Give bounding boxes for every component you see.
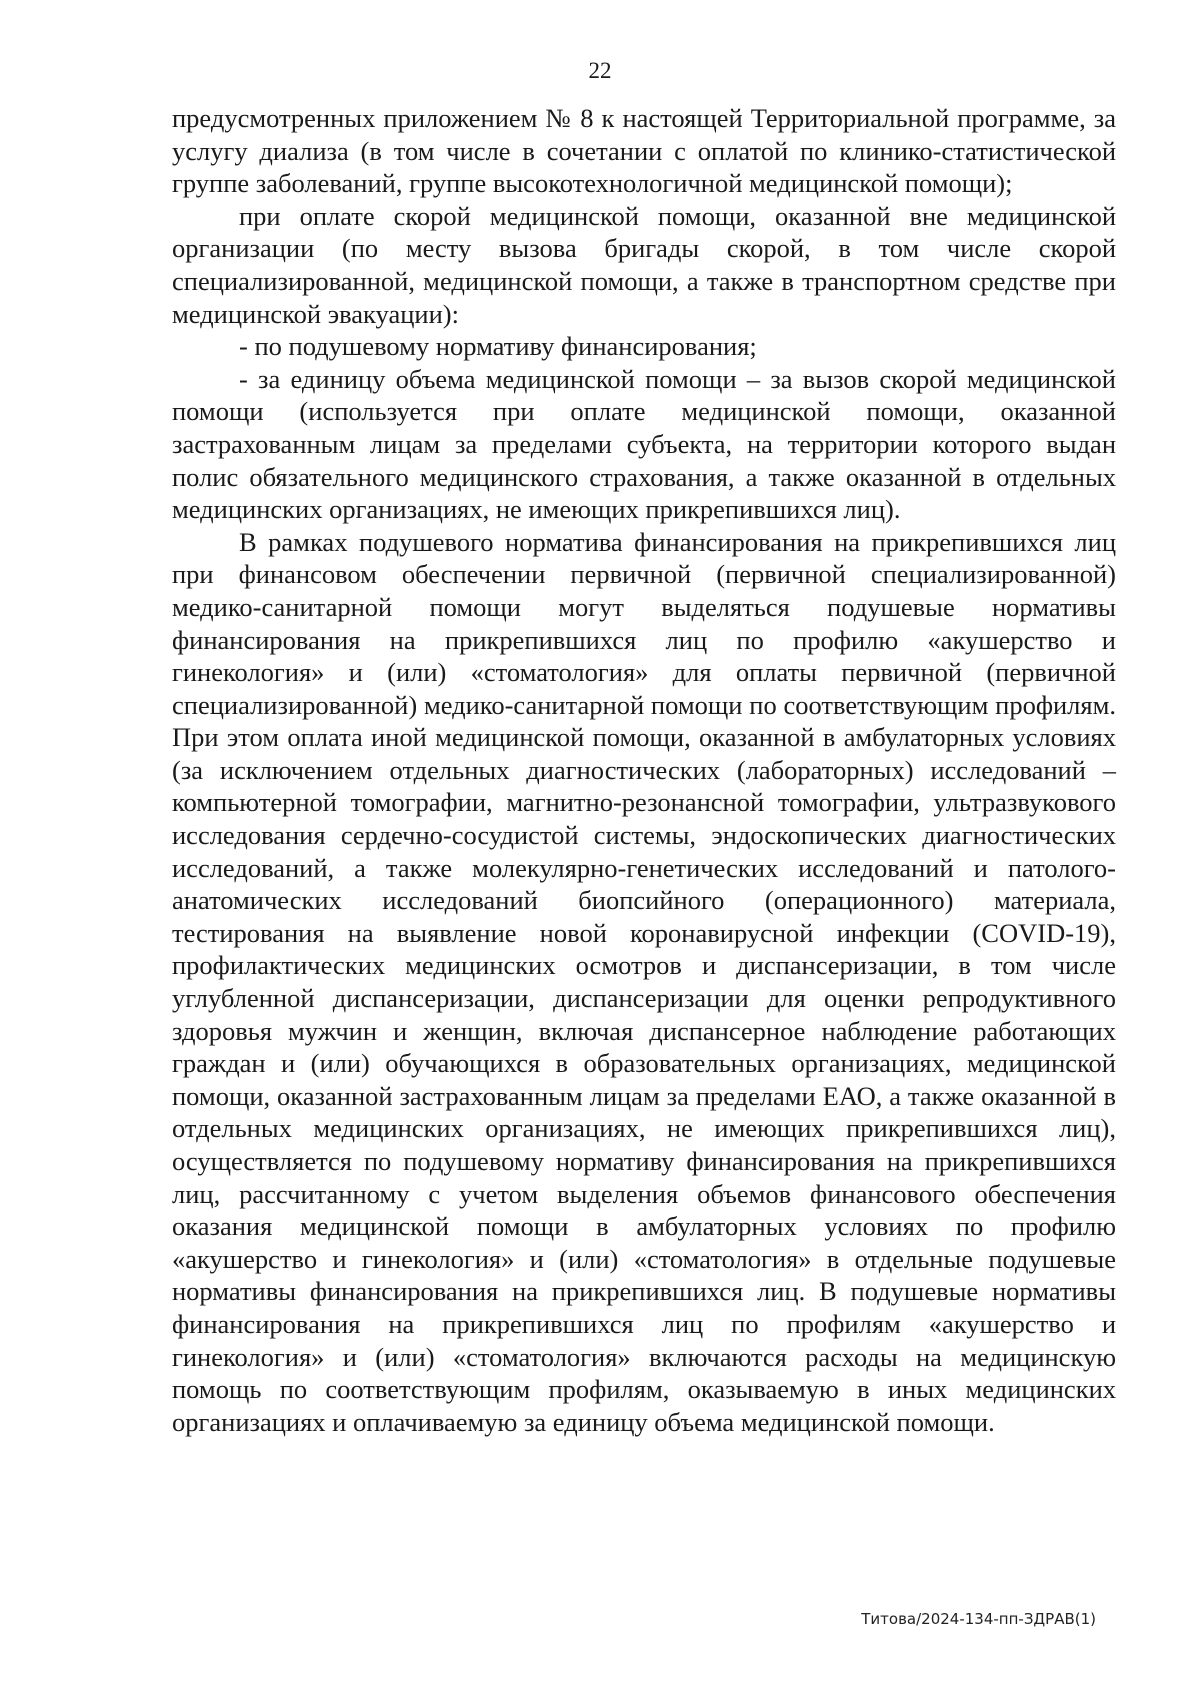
paragraph-continuation: предусмотренных приложением № 8 к настоящей Территориальной программе, за услугу диализа (в том числе в сочетании с оплатой по клинико-статистической группе заболеваний, группе высокотехнологичной медицинской помощи); xyxy=(172,103,1116,199)
document-body xyxy=(172,102,1116,1438)
document-registration-code: Титова/2024-134-пп-ЗДРАВ(1) xyxy=(861,1610,1096,1628)
paragraph-per-capita-standard: В рамках подушевого норматива финансирования на прикрепившихся лиц при финансовом обеспечении первичной (первичной специализированной) медико-санитарной помощи могут выделяться подушевые нормативы финансирования на прикрепившихся лиц по профилю «акушерство и гинекология» и (или) «стоматология» для оплаты первичной (первичной специализированной) медико-санитарной помощи по соответствующим профилям. При этом оплата иной медицинской помощи, оказанной в амбулаторных условиях (за исключением отдельных диагностических (лабораторных) исследований – компьютерной томографии, магнитно-резонансной томографии, ультразвукового исследования сердечно-сосудистой системы, эндоскопических диагностических исследований, а также молекулярно-генетических исследований и патолого-анатомических исследований биопсийного (операционного) материала, тестирования на выявление новой коронавирусной инфекции (COVID-19), профилактических медицинских осмотров и диспансеризации, в том числе углубленной диспансеризации, диспансеризации для оценки репродуктивного здоровья мужчин и женщин, включая диспансерное наблюдение работающих граждан и (или) обучающихся в образовательных организациях, медицинской помощи, оказанной застрахованным лицам за пределами ЕАО, а также оказанной в отдельных медицинских организациях, не имеющих прикрепившихся лиц), осуществляется по подушевому нормативу финансирования на прикрепившихся лиц, рассчитанному с учетом выделения объемов финансового обеспечения оказания медицинской помощи в амбулаторных условиях по профилю «акушерство и гинекология» и (или) «стоматология» в отдельные подушевые нормативы финансирования на прикрепившихся лиц. В подушевые нормативы финансирования на прикрепившихся лиц по профилям «акушерство и гинекология» и (или) «стоматология» включаются расходы на медицинскую помощь по соответствующим профилям, оказываемую в иных медицинских организациях и оплачиваемую за единицу объема медицинской помощи. xyxy=(172,526,1116,1437)
page-number: 22 xyxy=(588,58,612,83)
paragraph-per-unit-item: - за единицу объема медицинской помощи – за вызов скорой медицинской помощи (используется при оплате медицинской помощи, оказанной застрахованным лицам за пределами субъекта, на территории которого выдан полис обязательного медицинского страхования, а также оказанной в отдельных медицинских организациях, не имеющих прикрепившихся лиц). xyxy=(172,363,1116,525)
paragraph-ambulance-payment: при оплате скорой медицинской помощи, оказанной вне медицинской организации (по месту вызова бригады скорой, в том числе скорой специализированной, медицинской помощи, а также в транспортном средстве при медицинской эвакуации): xyxy=(172,200,1116,329)
paragraph-per-capita-item: - по подушевому нормативу финансирования; xyxy=(239,331,757,362)
